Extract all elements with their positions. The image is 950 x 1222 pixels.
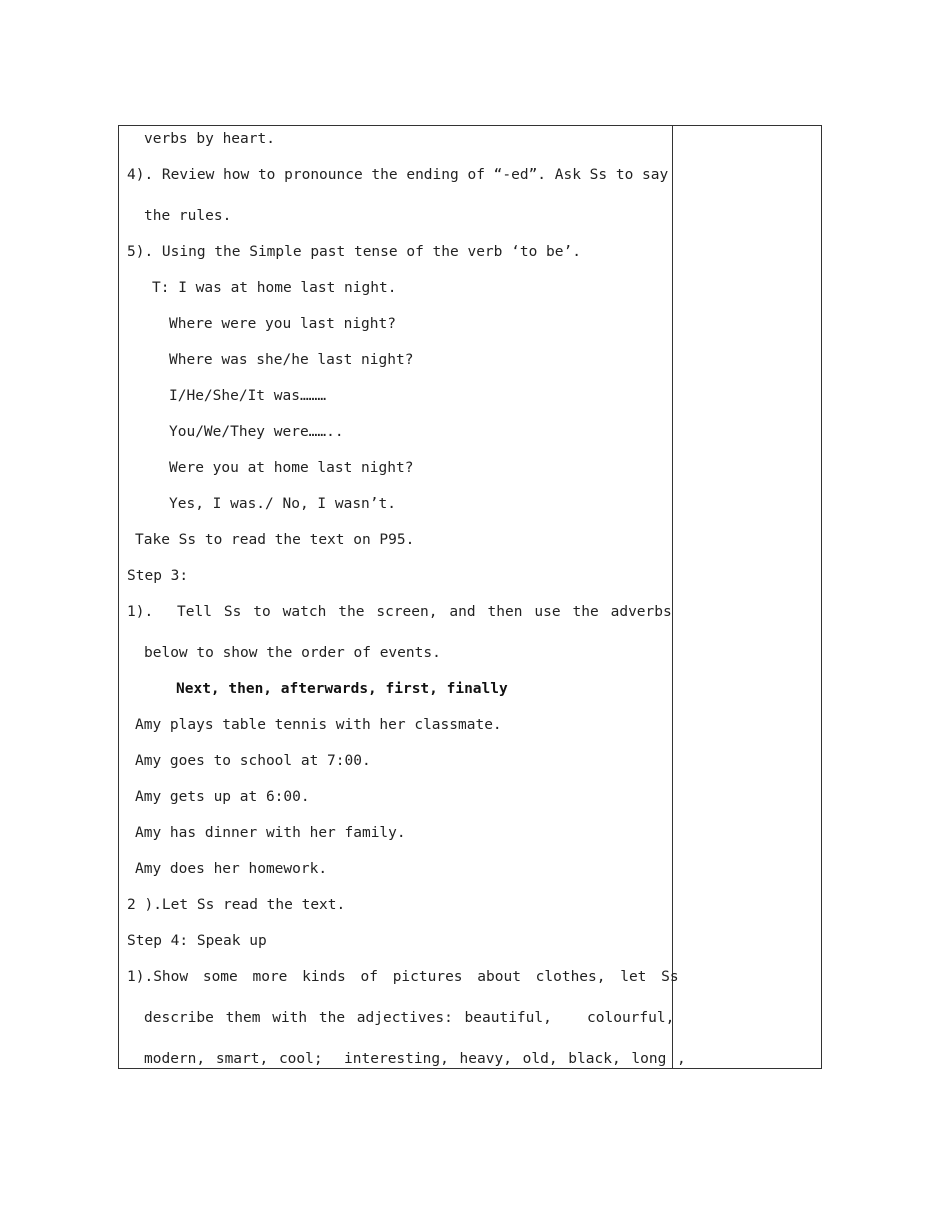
text-line: T: I was at home last night. bbox=[152, 280, 397, 296]
text-line: the rules. bbox=[144, 208, 232, 224]
event-line: Amy gets up at 6:00. bbox=[135, 789, 310, 805]
text-line: I/He/She/It was……… bbox=[169, 388, 327, 404]
text-line: describe them with the adjectives: beautiful, colourful, bbox=[144, 1010, 675, 1026]
text-line: 1).Show some more kinds of pictures about clothes, let Ss bbox=[127, 969, 679, 985]
text-line: below to show the order of events. bbox=[144, 645, 441, 661]
text-line: verbs by heart. bbox=[144, 131, 275, 147]
text-line: Where was she/he last night? bbox=[169, 352, 414, 368]
text-line: Yes, I was./ No, I wasn’t. bbox=[169, 496, 396, 512]
text-line: modern, smart, cool; interesting, heavy, old, black, long , bbox=[144, 1051, 686, 1067]
text-line-justified bbox=[127, 603, 672, 621]
column-divider bbox=[672, 126, 673, 1068]
event-line: Amy does her homework. bbox=[135, 861, 328, 877]
text-line: 1). Tell Ss to watch the screen, and then use the adverbs bbox=[127, 604, 672, 620]
step-heading: Step 3: bbox=[127, 568, 189, 584]
event-line: Amy plays table tennis with her classmate. bbox=[135, 717, 502, 733]
text-line: 4). Review how to pronounce the ending of “-ed”. Ask Ss to say bbox=[127, 167, 669, 183]
event-line: Amy has dinner with her family. bbox=[135, 825, 406, 841]
event-line: Amy goes to school at 7:00. bbox=[135, 753, 371, 769]
text-line: Where were you last night? bbox=[169, 316, 396, 332]
text-line: You/We/They were…….. bbox=[169, 424, 344, 440]
text-line: 5). Using the Simple past tense of the verb ‘to be’. bbox=[127, 244, 581, 260]
step-heading: Step 4: Speak up bbox=[127, 933, 267, 949]
adverbs-list: Next, then, afterwards, first, finally bbox=[176, 681, 508, 697]
lesson-table bbox=[118, 125, 822, 1069]
text-line: 2 ).Let Ss read the text. bbox=[127, 897, 346, 913]
text-line: Take Ss to read the text on P95. bbox=[135, 532, 415, 548]
text-line: Were you at home last night? bbox=[169, 460, 414, 476]
